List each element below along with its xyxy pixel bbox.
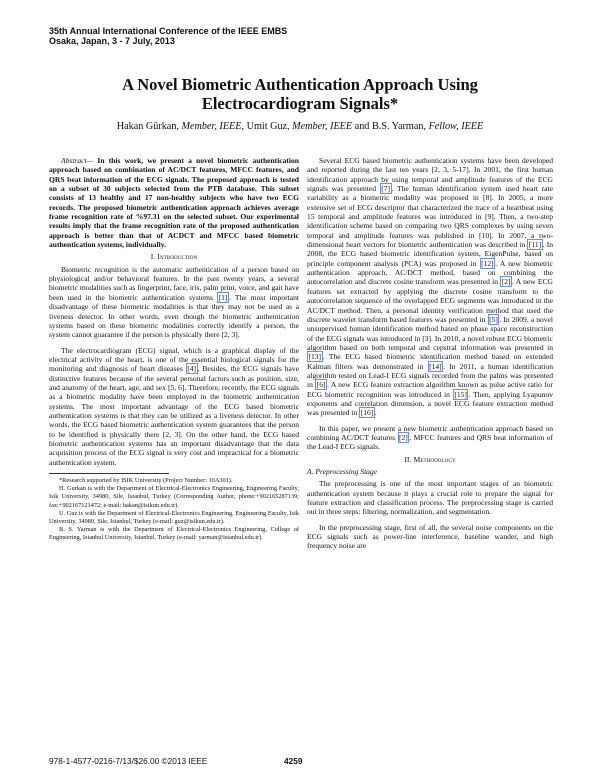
body-text: . Besides, the ECG signals have distinctive features because of the several personal factors such as position, size, and anatomy of the heart, age, and sex [5, 6]. Therefore, recently, the ECG signals as a biometric modality have been employed in the biometric authentication systems. The most important advantage of the ECG based biometric authentication systems is that they can be utilized as a liveness detector. In other words, the ECG based biometric authentication system guarantees that the person to be identified is physically there [2, 3]. On the other hand, the ECG based biometric authentication systems has an important disadvantage that the data acquisition process of the ECG signal is very cost and impractical for a biometric authentication system.	[49, 364, 299, 467]
abstract-label: Abstract—	[61, 156, 94, 165]
citation-link[interactable]: [7]	[381, 184, 391, 194]
author-membership: Member, IEEE	[292, 121, 353, 132]
author-membership: Fellow, IEEE	[428, 121, 484, 132]
author-membership: Member, IEEE	[181, 121, 242, 132]
citation-link[interactable]: [6]	[316, 380, 326, 390]
citation-link[interactable]: [12]	[481, 258, 494, 268]
citation-link[interactable]: [2]	[399, 432, 408, 442]
section-heading-methodology	[307, 455, 553, 464]
intro-paragraph-2	[49, 346, 299, 467]
body-text: . A new ECG features set extracted by applying the discrete cosine transform to the autocorrelation sequence of the overlapped ECG segments was introduced in the AC/DCT method. Then, a personal identity verification method that used the discrete wavelet transform based features was presented in	[307, 277, 553, 324]
citation-link[interactable]: [14]	[429, 361, 442, 371]
footnote-author-yarman: B. S. Yarman is with the Department of Electrical-Electronics Engineering, College of Engineering, Istanbul University, Istanbul, Turkey (e-mail: yarman@istanbul.edu.tr).	[49, 526, 299, 542]
section-title: Methodology	[413, 454, 456, 464]
related-work-paragraph	[307, 156, 553, 418]
body-text: .	[374, 408, 377, 418]
body-text: Several ECG based biometric authentication systems have been developed and reported during the last ten years [2, 3, 5-17]. In 2001, the first human identification approach by using temporal and amplitude features of the ECG signals was presented	[307, 156, 553, 194]
preprocessing-paragraph-2: In the preprocessing stage, first of all, the several noise components on the ECG signals such as power-line interference, baseline wander, and high frequency noise are	[307, 522, 553, 551]
body-text: . In 2011, a human identification algorithm tested on Lead-I ECG signals recorded from the palms was presented in	[307, 361, 553, 390]
abstract-text: In this work, we present a novel biometric authentication approach based on combination of AC/DCT features, MFCC features, and QRS beat information of the ECG signals. The proposed approach is tested on a subset of 30 subjects selected from the PTB database. This subset consists of 13 healthy and 17 non-healthy subjects who have two ECG records. The proposed biometric authentication approach achieves average frame recognition rate of %97.31 on the selected subset. Our experimental results imply that the frame recognition rate of the proposed authentication approach is better than that of ACDCT and MFCC based biometric authentication systems, individually.	[49, 156, 299, 250]
paper-title	[60, 75, 540, 113]
author-name: Hakan Gürkan,	[116, 121, 182, 132]
body-text: . The most important disadvantage of these biometric modalities is that they may not be used as a liveness detector. In other words, even though the biometric authentication systems based on these biometric modalities correctly identify a person, the system cannot guarantee if the person is physically there [2, 3].	[49, 292, 299, 340]
section-number: I.	[150, 252, 158, 262]
section-title: Introduction	[157, 252, 198, 262]
left-column	[49, 156, 299, 543]
author-list	[60, 121, 540, 132]
preprocessing-paragraph-1: The preprocessing is one of the most important stages of an biometric authentication system because it plays a crucial role to prepare the signal for feature extraction and classification process. The preprocessing stage is carried out in three steps: filtering, normalization, and segmentation.	[307, 479, 553, 517]
footnote-funding: *Research supported by ISIK University (Project Number: 10A301).	[59, 477, 233, 484]
footnote-author-gurkan: H. Gurkan is with the Department of Electrical-Electronics Engineering, Engineering Faculty, Isik University, 34980, Sile, Istanbul, Turkey (Corresponding Author, phone:+902165287139; fax:+902167121472; e-mail: hakan@isikun.edu.tr).	[49, 485, 299, 509]
body-text: . In 2008, the ECG based biometric identification system, EigenPulse, based on principle component analysis (PCA) was proposed in	[307, 240, 553, 268]
footnote-author-guz: U. Guz is with the Department of Electrical-Electronics Engineering, Engineering Faculty, Isik University, 34980, Sile, Istanbul, Turkey (e-mail: guz@isikun.edu.tr).	[49, 509, 299, 526]
citation-link[interactable]: [1]	[218, 292, 228, 302]
contribution-paragraph	[307, 424, 553, 452]
body-text: . The human identification system used heart rate variability as a biometric modality was proposed in [8]. In 2005, a more extensive set of ECG descriptor that characterized the trace of a heartbeat using 15 temporal and amplitude features was introduced in [9]. Then, a two-step identification scheme based on comparing two QRS complexes by using seven temporal and amplitude features was published in [10]. In 2007, a two-dimensional heart vectors for biometric authentication was described in	[307, 184, 553, 250]
conference-header	[49, 26, 287, 46]
body-text: . A new biometric authentication approach, AC/DCT method, based on combining the autocorrelation and discrete cosine transform was presented in	[307, 258, 553, 287]
intro-paragraph-1	[49, 265, 299, 340]
abstract	[49, 156, 299, 249]
citation-link[interactable]: [5]	[489, 314, 498, 324]
subsection-heading-preprocessing: A. Preprocessing Stage	[307, 467, 378, 476]
citation-link[interactable]: [4]	[187, 364, 197, 374]
section-number: II.	[404, 454, 414, 464]
body-text: The electrocardiogram (ECG) signal, which is a graphical display of the electrical activity of the heart, is one of the essential biological signals for the monitoring and diagnosis of heart diseases	[49, 345, 299, 374]
author-name: , Umit Guz,	[241, 121, 293, 132]
body-text: Biometric recognition is the automatic authentication of a person based on physiological and/or behavioral features. In the past twenty years, a several biometric modalities such as fingerprint, face, iris, palm print, voice, and gait have been used in the biometric authentication systems	[49, 264, 299, 302]
title-line-2: Electrocardiogram Signals*	[201, 94, 399, 113]
body-text: . A new ECG feature extraction algorithm known as pulse active ratio for ECG biometric recognition was introduced in	[307, 380, 553, 399]
section-heading-introduction	[49, 252, 299, 261]
citation-link[interactable]: [13]	[308, 352, 322, 362]
body-text: . In 2009, a novel unsupervised human identification method based on phase space reconstruction of the ECG signals was introduced in [3]. In 2010, a novel robust ECG biometric algorithm based on both temporal and cepstral information was presented in	[307, 314, 553, 352]
conference-location-date: Osaka, Japan, 3 - 7 July, 2013	[49, 36, 175, 46]
right-column	[307, 156, 553, 551]
citation-link[interactable]: [2]	[501, 277, 511, 287]
footnotes	[49, 477, 299, 543]
conference-name: 35th Annual International Conference of the IEEE EMBS	[49, 26, 288, 36]
citation-link[interactable]: [15]	[454, 389, 467, 399]
body-text: , MFCC features and QRS beat information of the Lead-I ECG signals.	[307, 432, 553, 452]
body-text: . Then, applying Lyapunov exponents and correlation dimension, a novel ECG feature extraction method was presented in	[307, 389, 553, 418]
footnote-divider	[49, 473, 169, 474]
author-name: and B.S. Yarman,	[352, 121, 429, 132]
page-number: 4259	[284, 756, 303, 766]
body-text: . The ECG based biometric identification method based on extended Kalman filters was demonstrated in	[307, 352, 553, 371]
title-line-1: A Novel Biometric Authentication Approach Using	[122, 75, 478, 94]
citation-link[interactable]: [11]	[528, 240, 542, 250]
citation-link[interactable]: [16]	[360, 408, 374, 418]
isbn-copyright: 978-1-4577-0216-7/13/$26.00 ©2013 IEEE	[49, 756, 208, 766]
body-text: In this paper, we present a new biometric authentication approach based on combining AC/DCT features	[307, 423, 553, 442]
